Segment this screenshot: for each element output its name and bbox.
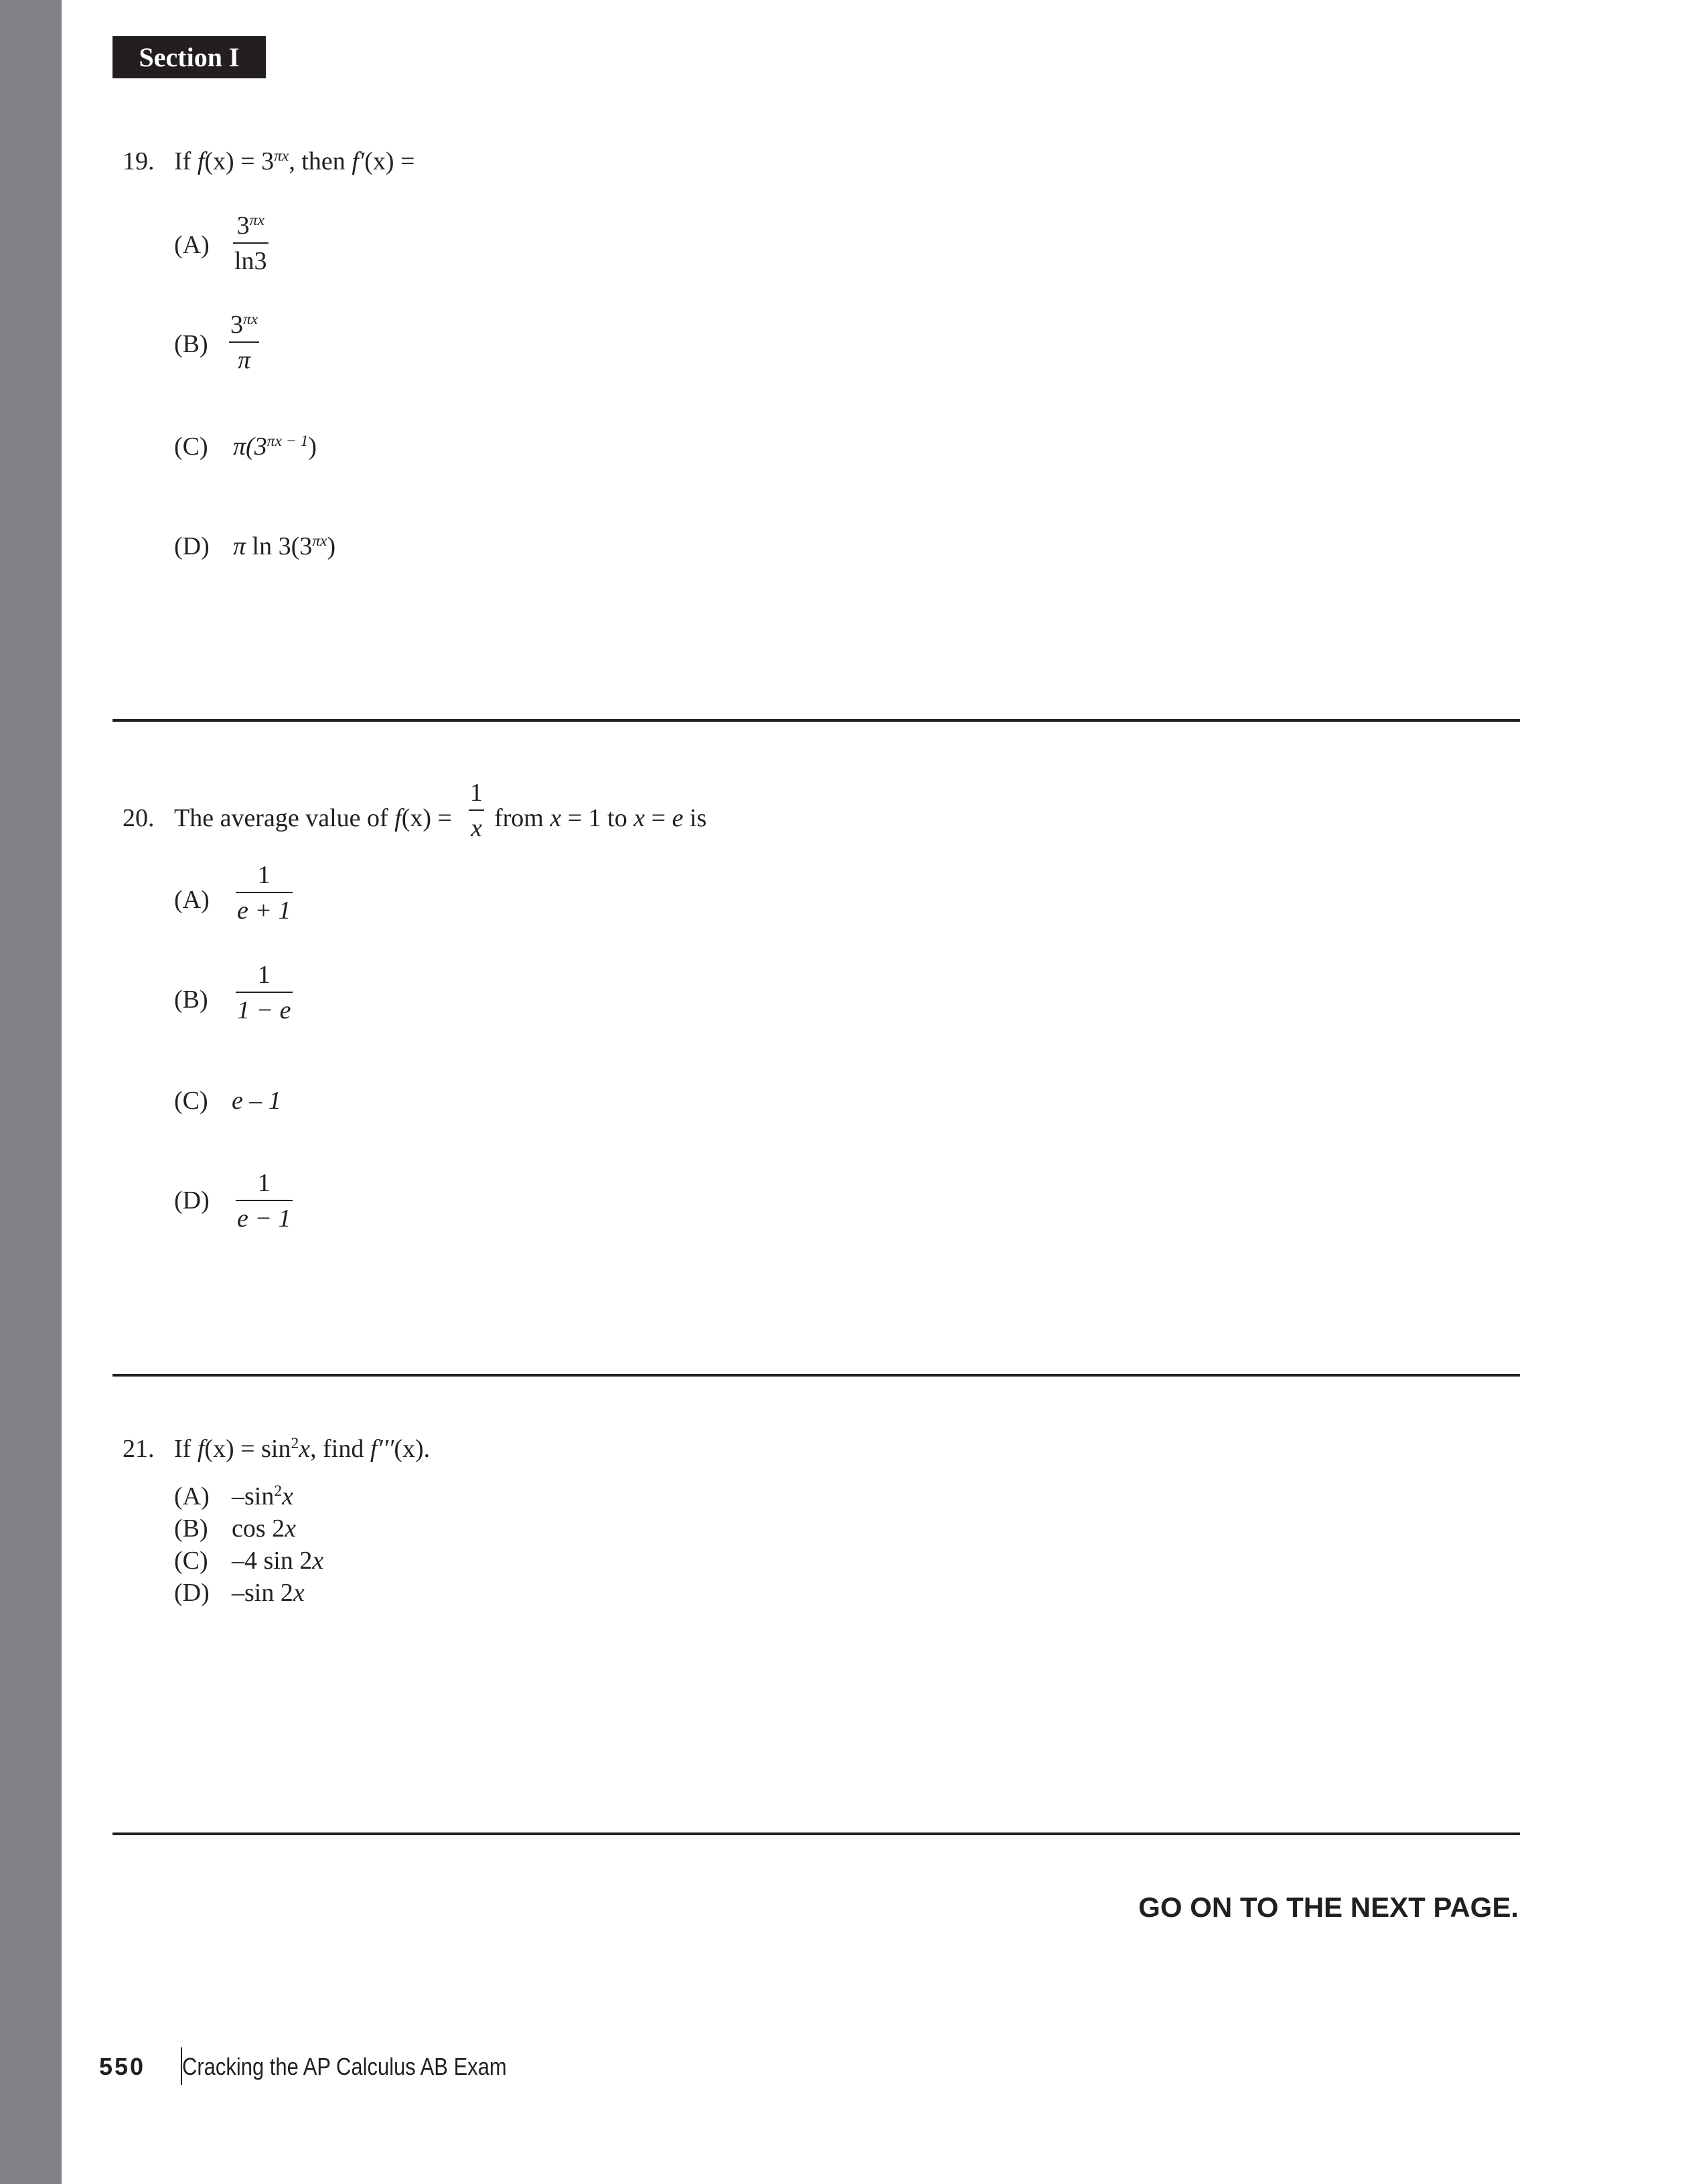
choice-20d-label[interactable]: (D) — [174, 1186, 210, 1215]
question-19-number: 19. — [123, 147, 155, 175]
choice-19d-text[interactable]: π $\ln 3(3^{\pi x})$ — [233, 532, 336, 560]
choice-19d-label[interactable]: (D) — [174, 532, 210, 560]
page-side-bar — [0, 0, 62, 2184]
choice-19c-label[interactable]: (C) — [174, 433, 208, 461]
choice-20a-label[interactable]: (A) — [174, 886, 210, 914]
choice-21a-label[interactable]: (A) — [174, 1482, 210, 1510]
section-label: Section I — [112, 36, 266, 78]
choice-21c-text[interactable]: –4 sin 2x — [232, 1547, 324, 1575]
choice-21d-label[interactable]: (D) — [174, 1579, 210, 1607]
question-20-stem-end: from x = 1 to x = e is — [494, 804, 707, 832]
question-20-number: 20. — [123, 804, 155, 832]
choice-20b-label[interactable]: (B) — [174, 986, 208, 1014]
choice-20c-text[interactable]: e – 1 — [232, 1087, 281, 1115]
choice-19a-label[interactable]: (A) — [174, 231, 210, 259]
choice-19b-label[interactable]: (B) — [174, 330, 208, 358]
question-20-stem-fraction: 1 x — [470, 779, 483, 842]
book-title: Cracking the AP Calculus AB Exam — [182, 2053, 507, 2080]
choice-21b-text[interactable]: cos 2x — [232, 1514, 297, 1543]
question-21-stem: If $f(x) = \sin^2x$, find f′′′(x). — [174, 1435, 431, 1463]
choice-20d-fraction[interactable]: 1 e − 1 — [237, 1169, 291, 1233]
divider-rule — [112, 719, 1520, 722]
choice-21d-text[interactable]: –sin 2x — [232, 1579, 305, 1607]
choice-21c-label[interactable]: (C) — [174, 1547, 208, 1575]
choice-19b-fraction[interactable]: $3^{\pi x}$ π — [230, 311, 258, 374]
choice-19c-text[interactable]: $\pi(3^{\pi x - 1})$ — [233, 433, 317, 461]
page-number: 550 — [99, 2053, 146, 2080]
question-19-stem: If $f(x) = 3^{\pi x}$, then f′(x) = — [174, 147, 415, 175]
divider-rule — [112, 1832, 1520, 1835]
choice-20a-fraction[interactable]: 1 e + 1 — [237, 861, 291, 925]
question-21-number: 21. — [123, 1435, 155, 1463]
choice-20c-label[interactable]: (C) — [174, 1087, 208, 1115]
choice-21a-text[interactable]: $-\sin^2x$ — [232, 1482, 294, 1510]
choice-21b-label[interactable]: (B) — [174, 1514, 208, 1543]
question-20-stem-start: The average value of f(x) = — [174, 804, 452, 832]
divider-rule — [112, 1374, 1520, 1377]
go-on-notice: GO ON TO THE NEXT PAGE. — [1138, 1891, 1519, 1923]
choice-19a-fraction[interactable]: $3^{\pi x}$ ln3 — [234, 212, 267, 275]
choice-20b-fraction[interactable]: 1 1 − e — [237, 961, 291, 1024]
